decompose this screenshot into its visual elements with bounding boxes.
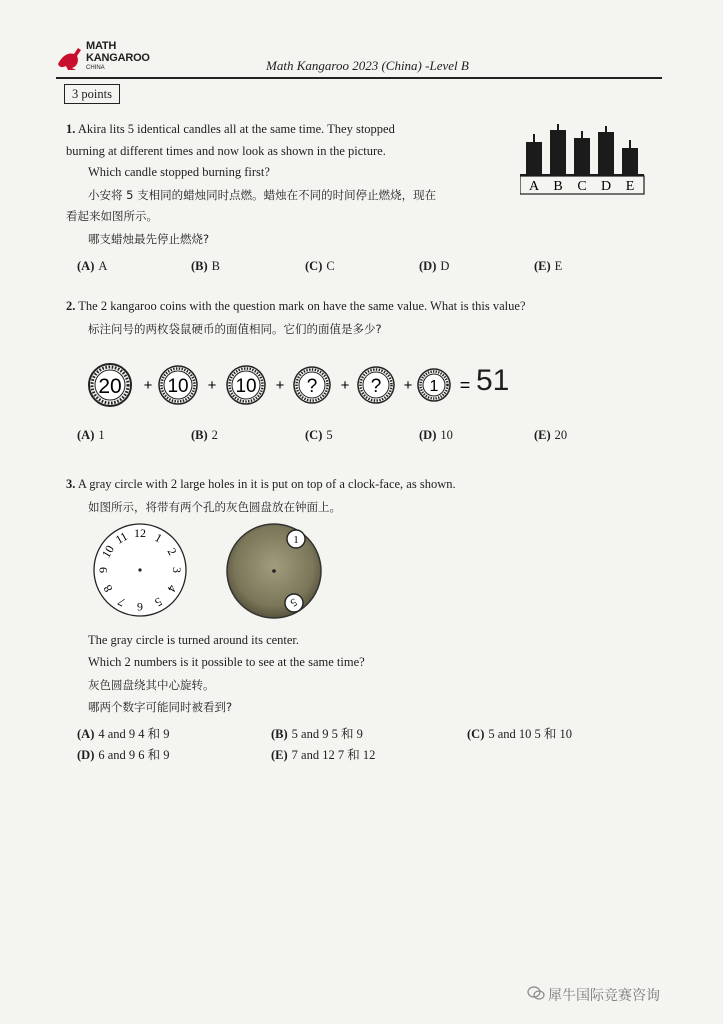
- q3-option-b[interactable]: [271, 724, 363, 742]
- clock-number-9: 9: [96, 567, 110, 573]
- q1-option-b-key: (B): [191, 259, 208, 273]
- coin-10-b: [227, 366, 265, 404]
- q2-en: The 2 kangaroo coins with the question mark on have the same value. What is this value?: [78, 299, 526, 313]
- q3-option-d[interactable]: [77, 745, 170, 763]
- q2-option-a[interactable]: [77, 428, 105, 443]
- candle-a: [526, 142, 542, 174]
- plus-3: +: [275, 377, 285, 394]
- plus-5: +: [403, 377, 413, 394]
- q1-option-a[interactable]: [77, 259, 107, 274]
- q3-option-e-text: 7 and 12 7 和 12: [291, 748, 376, 762]
- q2-option-d[interactable]: [419, 428, 453, 443]
- q2-number: 2.: [66, 299, 76, 313]
- q1-en-line2: burning at different times and now look as shown in the picture.: [66, 144, 386, 158]
- coin-20: [89, 364, 131, 406]
- candle-e: [622, 148, 638, 174]
- q3-option-b-key: (B): [271, 727, 288, 741]
- plus-2: +: [207, 377, 217, 394]
- logo-line1: MATH: [86, 40, 117, 52]
- q2-option-d-key: (D): [419, 428, 437, 442]
- q1-zh-question: 哪支蜡烛最先停止燃烧?: [88, 232, 210, 246]
- q1-option-c[interactable]: [305, 259, 335, 274]
- q2-option-c-text: 5: [326, 428, 333, 442]
- disk-hole-number-1: 1: [293, 534, 299, 546]
- q1-option-e-text: E: [554, 259, 563, 273]
- coin-10-a-label: 10: [167, 376, 189, 397]
- q1-option-b-text: B: [211, 259, 221, 273]
- q2-zh: 标注问号的两枚袋鼠硬币的面值相同。它们的面值是多少?: [88, 322, 382, 336]
- q2-option-a-key: (A): [77, 428, 95, 442]
- watermark-text: 犀牛国际竞赛咨询: [548, 988, 660, 1004]
- q1-option-a-key: (A): [77, 259, 95, 273]
- q2-option-e-text: 20: [554, 428, 568, 442]
- clock-number-5: 5: [152, 594, 165, 610]
- candles-figure: [520, 124, 655, 201]
- coin-question-b-label: ?: [370, 376, 382, 397]
- q2-line1: [66, 299, 526, 314]
- q1-option-e-key: (E): [534, 259, 551, 273]
- coin-question-b: [358, 367, 394, 403]
- coins-equation: [88, 360, 476, 415]
- q3-line1: [66, 477, 456, 492]
- gray-disk: [224, 521, 326, 626]
- candle-label-b: B: [553, 179, 563, 194]
- candle-b: [550, 130, 566, 174]
- header-rule: [56, 77, 662, 79]
- q3-option-e-key: (E): [271, 748, 288, 762]
- header-title: Math Kangaroo 2023 (China) -Level B: [266, 58, 469, 73]
- q2-option-a-text: 1: [98, 428, 105, 442]
- q3-option-d-text: 6 and 9 6 和 9: [98, 748, 170, 762]
- clock-number-11: 11: [112, 529, 131, 547]
- q3-zh-line2: 灰色圆盘绕其中心旋转。: [88, 678, 215, 692]
- q1-option-a-text: A: [98, 259, 108, 273]
- q1-option-c-text: C: [326, 259, 335, 273]
- q3-en-question: Which 2 numbers is it possible to see at the same time?: [88, 655, 365, 669]
- q3-option-b-text: 5 and 9 5 和 9: [291, 727, 363, 741]
- q2-option-b-text: 2: [211, 428, 218, 442]
- coin-1-label: 1: [429, 378, 439, 395]
- clock-number-12: 12: [134, 526, 146, 540]
- clock-number-2: 2: [164, 545, 180, 558]
- candle-label-d: D: [600, 179, 612, 194]
- q3-number: 3.: [66, 477, 76, 491]
- clock-number-7: 7: [115, 594, 128, 610]
- clock-number-6: 6: [137, 600, 143, 614]
- q3-zh: 如图所示，将带有两个孔的灰色圆盘放在钟面上。: [88, 500, 341, 514]
- logo-line2: KANGAROO: [86, 52, 150, 64]
- q2-option-b[interactable]: [191, 428, 218, 443]
- q1-en-line1: Akira lits 5 identical candles all at the same time. They stopped: [77, 122, 395, 136]
- q2-option-e-key: (E): [534, 428, 551, 442]
- q1-option-e[interactable]: [534, 259, 562, 274]
- q1-option-d[interactable]: [419, 259, 449, 274]
- q2-option-e[interactable]: [534, 428, 567, 443]
- candle-label-a: A: [528, 179, 540, 194]
- q3-option-d-key: (D): [77, 748, 95, 762]
- q1-option-b[interactable]: [191, 259, 220, 274]
- logo-line3: CHINA: [86, 65, 105, 71]
- candle-d: [598, 132, 614, 174]
- coin-10-b-label: 10: [235, 376, 257, 397]
- clock-number-4: 4: [164, 582, 180, 595]
- clock-number-8: 8: [100, 582, 116, 595]
- math-kangaroo-logo: [56, 40, 166, 78]
- coin-20-label: 20: [98, 375, 122, 398]
- q1-number: 1.: [66, 122, 76, 136]
- q2-option-c-key: (C): [305, 428, 323, 442]
- q1-zh-line2: 看起来如图所示。: [66, 209, 158, 223]
- q1-line1: [66, 122, 395, 137]
- q3-option-e[interactable]: [271, 745, 375, 763]
- clock-number-1: 1: [152, 530, 165, 546]
- q2-option-d-text: 10: [440, 428, 453, 442]
- q3-option-a-key: (A): [77, 727, 95, 741]
- equals-sign: =: [459, 375, 471, 395]
- clock-number-10: 10: [98, 542, 118, 561]
- coins-total: 51: [476, 364, 510, 397]
- q3-option-c[interactable]: [467, 724, 572, 742]
- clock-number-3: 3: [170, 567, 184, 573]
- q1-en-question: Which candle stopped burning first?: [88, 165, 270, 179]
- wechat-icon: [527, 986, 545, 1000]
- candle-c: [574, 138, 590, 174]
- q3-zh-question: 哪两个数字可能同时被看到?: [88, 700, 233, 714]
- plus-4: +: [340, 377, 350, 394]
- coin-10-a: [159, 366, 197, 404]
- points-label: 3 points: [64, 84, 120, 104]
- q1-option-d-key: (D): [419, 259, 437, 273]
- q1-option-c-key: (C): [305, 259, 323, 273]
- q3-option-a[interactable]: [77, 724, 170, 742]
- kangaroo-icon: [56, 42, 84, 72]
- q3-en-line2: The gray circle is turned around its center.: [88, 633, 300, 647]
- q3-option-a-text: 4 and 9 4 和 9: [98, 727, 170, 741]
- q3-en: A gray circle with 2 large holes in it is put on top of a clock-face, as shown.: [77, 477, 456, 491]
- plus-1: +: [143, 377, 153, 394]
- coin-question-a-label: ?: [306, 376, 318, 397]
- candle-label-c: C: [577, 179, 587, 194]
- q2-option-b-key: (B): [191, 428, 208, 442]
- coin-1: [418, 369, 450, 401]
- clock-face: [92, 522, 188, 623]
- q1-option-d-text: D: [440, 259, 450, 273]
- q1-zh-line1: 小安将 5 支相同的蜡烛同时点燃。蜡烛在不同的时间停止燃烧，现在: [88, 188, 437, 202]
- candle-label-e: E: [625, 179, 635, 194]
- q2-option-c[interactable]: [305, 428, 333, 443]
- q3-option-c-text: 5 and 10 5 和 10: [488, 727, 573, 741]
- q3-option-c-key: (C): [467, 727, 485, 741]
- coin-question-a: [294, 367, 330, 403]
- disk-hole-number-2: 5: [288, 595, 299, 609]
